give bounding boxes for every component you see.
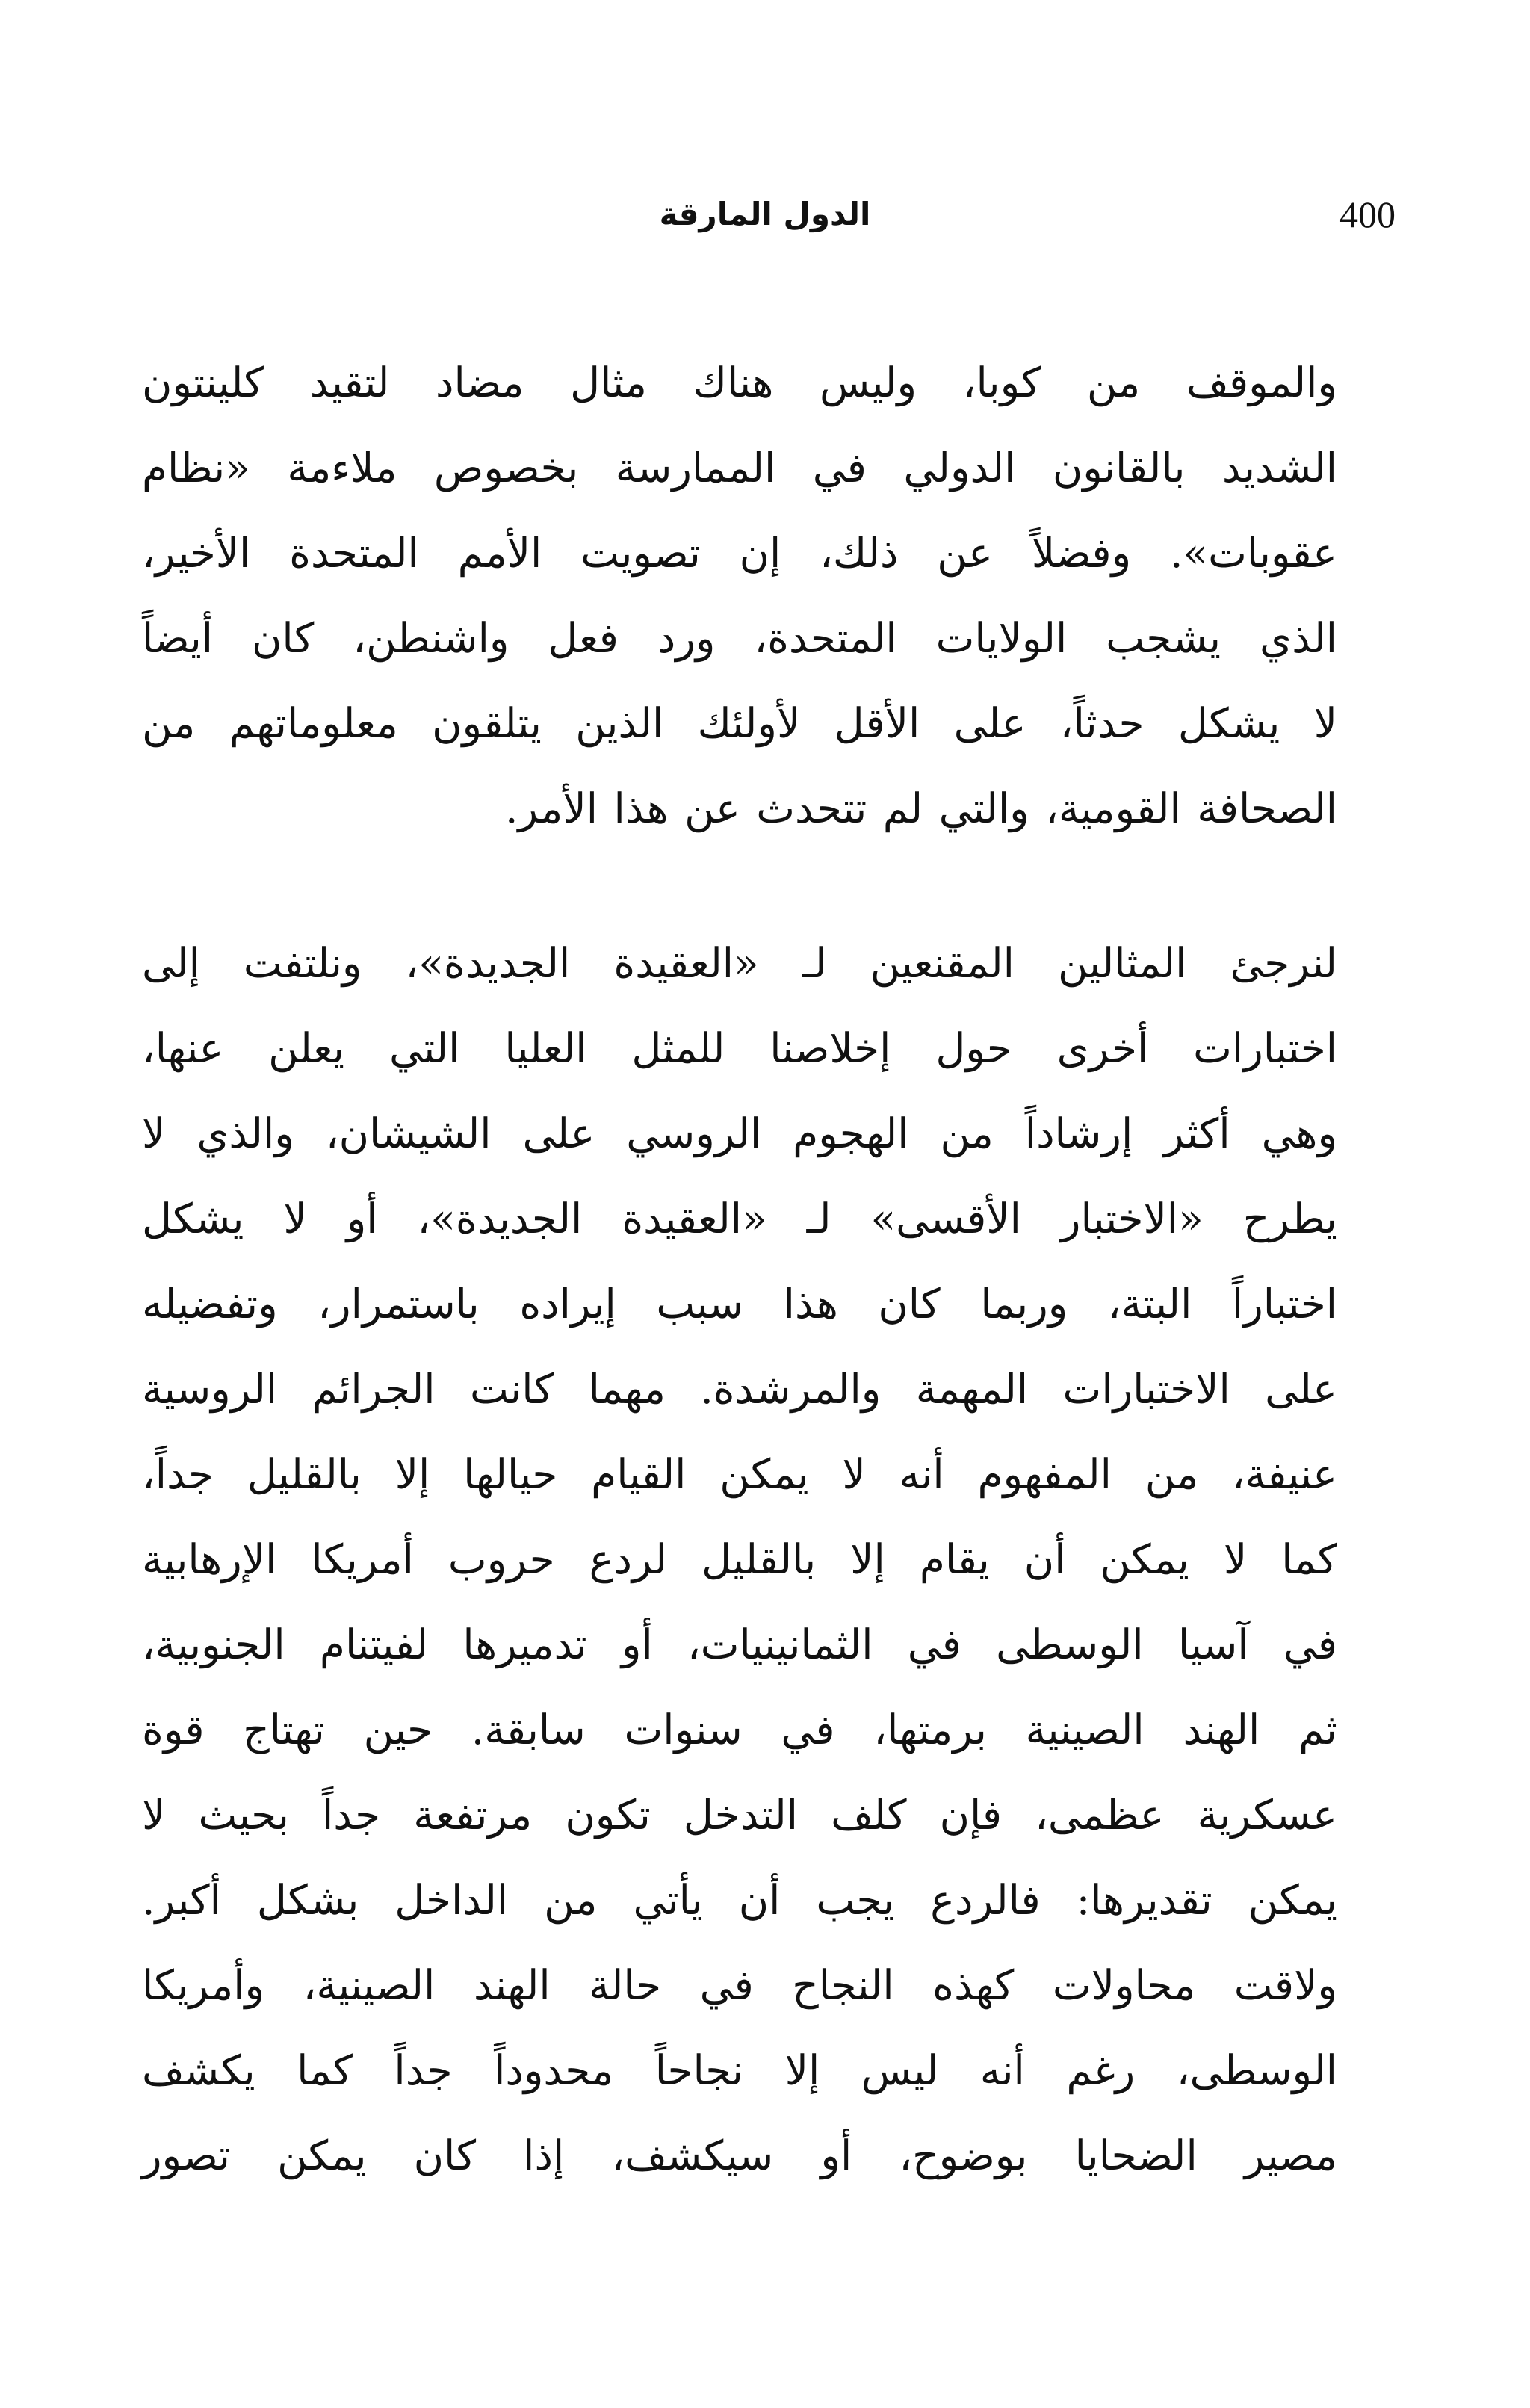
- running-title: الدول المارقة: [659, 196, 871, 232]
- paragraph-line: الشديد بالقانون الدولي في الممارسة بخصوص ملاءمة «نظام: [142, 444, 1337, 492]
- paragraph-line: والموقف من كوبا، وليس هناك مثال مضاد لتقيد كلينتون: [142, 359, 1337, 406]
- paragraph-line: عقوبات». وفضلاً عن ذلك، إن تصويت الأمم المتحدة الأخير،: [142, 529, 1337, 577]
- paragraph-line: ثم الهند الصينية برمتها، في سنوات سابقة. حين تهتاج قوة: [142, 1706, 1337, 1754]
- page-number: 400: [1339, 194, 1396, 235]
- paragraph-line: يمكن تقديرها: فالردع يجب أن يأتي من الداخل بشكل أكبر.: [142, 1876, 1337, 1924]
- paragraph-line: الذي يشجب الولايات المتحدة، ورد فعل واشنطن، كان أيضاً: [142, 614, 1337, 662]
- paragraph-line: اختبارات أخرى حول إخلاصنا للمثل العليا التي يعلن عنها،: [142, 1024, 1337, 1072]
- paragraph-line: الوسطى، رغم أنه ليس إلا نجاحاً محدوداً جداً كما يكشف: [142, 2046, 1337, 2094]
- paragraph-2: [142, 920, 1337, 2198]
- paragraph-line: عسكرية عظمى، فإن كلف التدخل تكون مرتفعة جداً بحيث لا: [142, 1791, 1337, 1839]
- paragraph-line: اختباراً البتة، وربما كان هذا سبب إيراده باستمرار، وتفضيله: [142, 1280, 1337, 1328]
- paragraph-line: على الاختبارات المهمة والمرشدة. مهما كانت الجرائم الروسية: [142, 1365, 1337, 1413]
- paragraph-line: مصير الضحايا بوضوح، أو سيكشف، إذا كان يمكن تصور: [142, 2132, 1337, 2179]
- paragraph-line: الصحافة القومية، والتي لم تتحدث عن هذا الأمر.: [505, 784, 1337, 832]
- paragraph-line: يطرح «الاختبار الأقسى» لـ «العقيدة الجديدة»، أو لا يشكل: [142, 1195, 1337, 1242]
- paragraph-line: وهي أكثر إرشاداً من الهجوم الروسي على الشيشان، والذي لا: [142, 1109, 1337, 1157]
- paragraph-line: لنرجئ المثالين المقنعين لـ «العقيدة الجديدة»، ونلتفت إلى: [142, 939, 1337, 987]
- page-header: [134, 188, 1396, 256]
- paragraph-line: عنيفة، من المفهوم أنه لا يمكن القيام حيالها إلا بالقليل جداً،: [142, 1450, 1337, 1498]
- paragraph-line: لا يشكل حدثاً، على الأقل لأولئك الذين يتلقون معلوماتهم من: [142, 699, 1337, 747]
- paragraph-1: [142, 340, 1337, 851]
- paragraph-line: في آسيا الوسطى في الثمانينيات، أو تدميرها لفيتنام الجنوبية،: [142, 1621, 1337, 1668]
- paragraph-line: كما لا يمكن أن يقام إلا بالقليل لردع حروب أمريكا الإرهابية: [142, 1535, 1337, 1583]
- paragraph-line: ولاقت محاولات كهذه النجاح في حالة الهند الصينية، وأمريكا: [142, 1961, 1337, 2009]
